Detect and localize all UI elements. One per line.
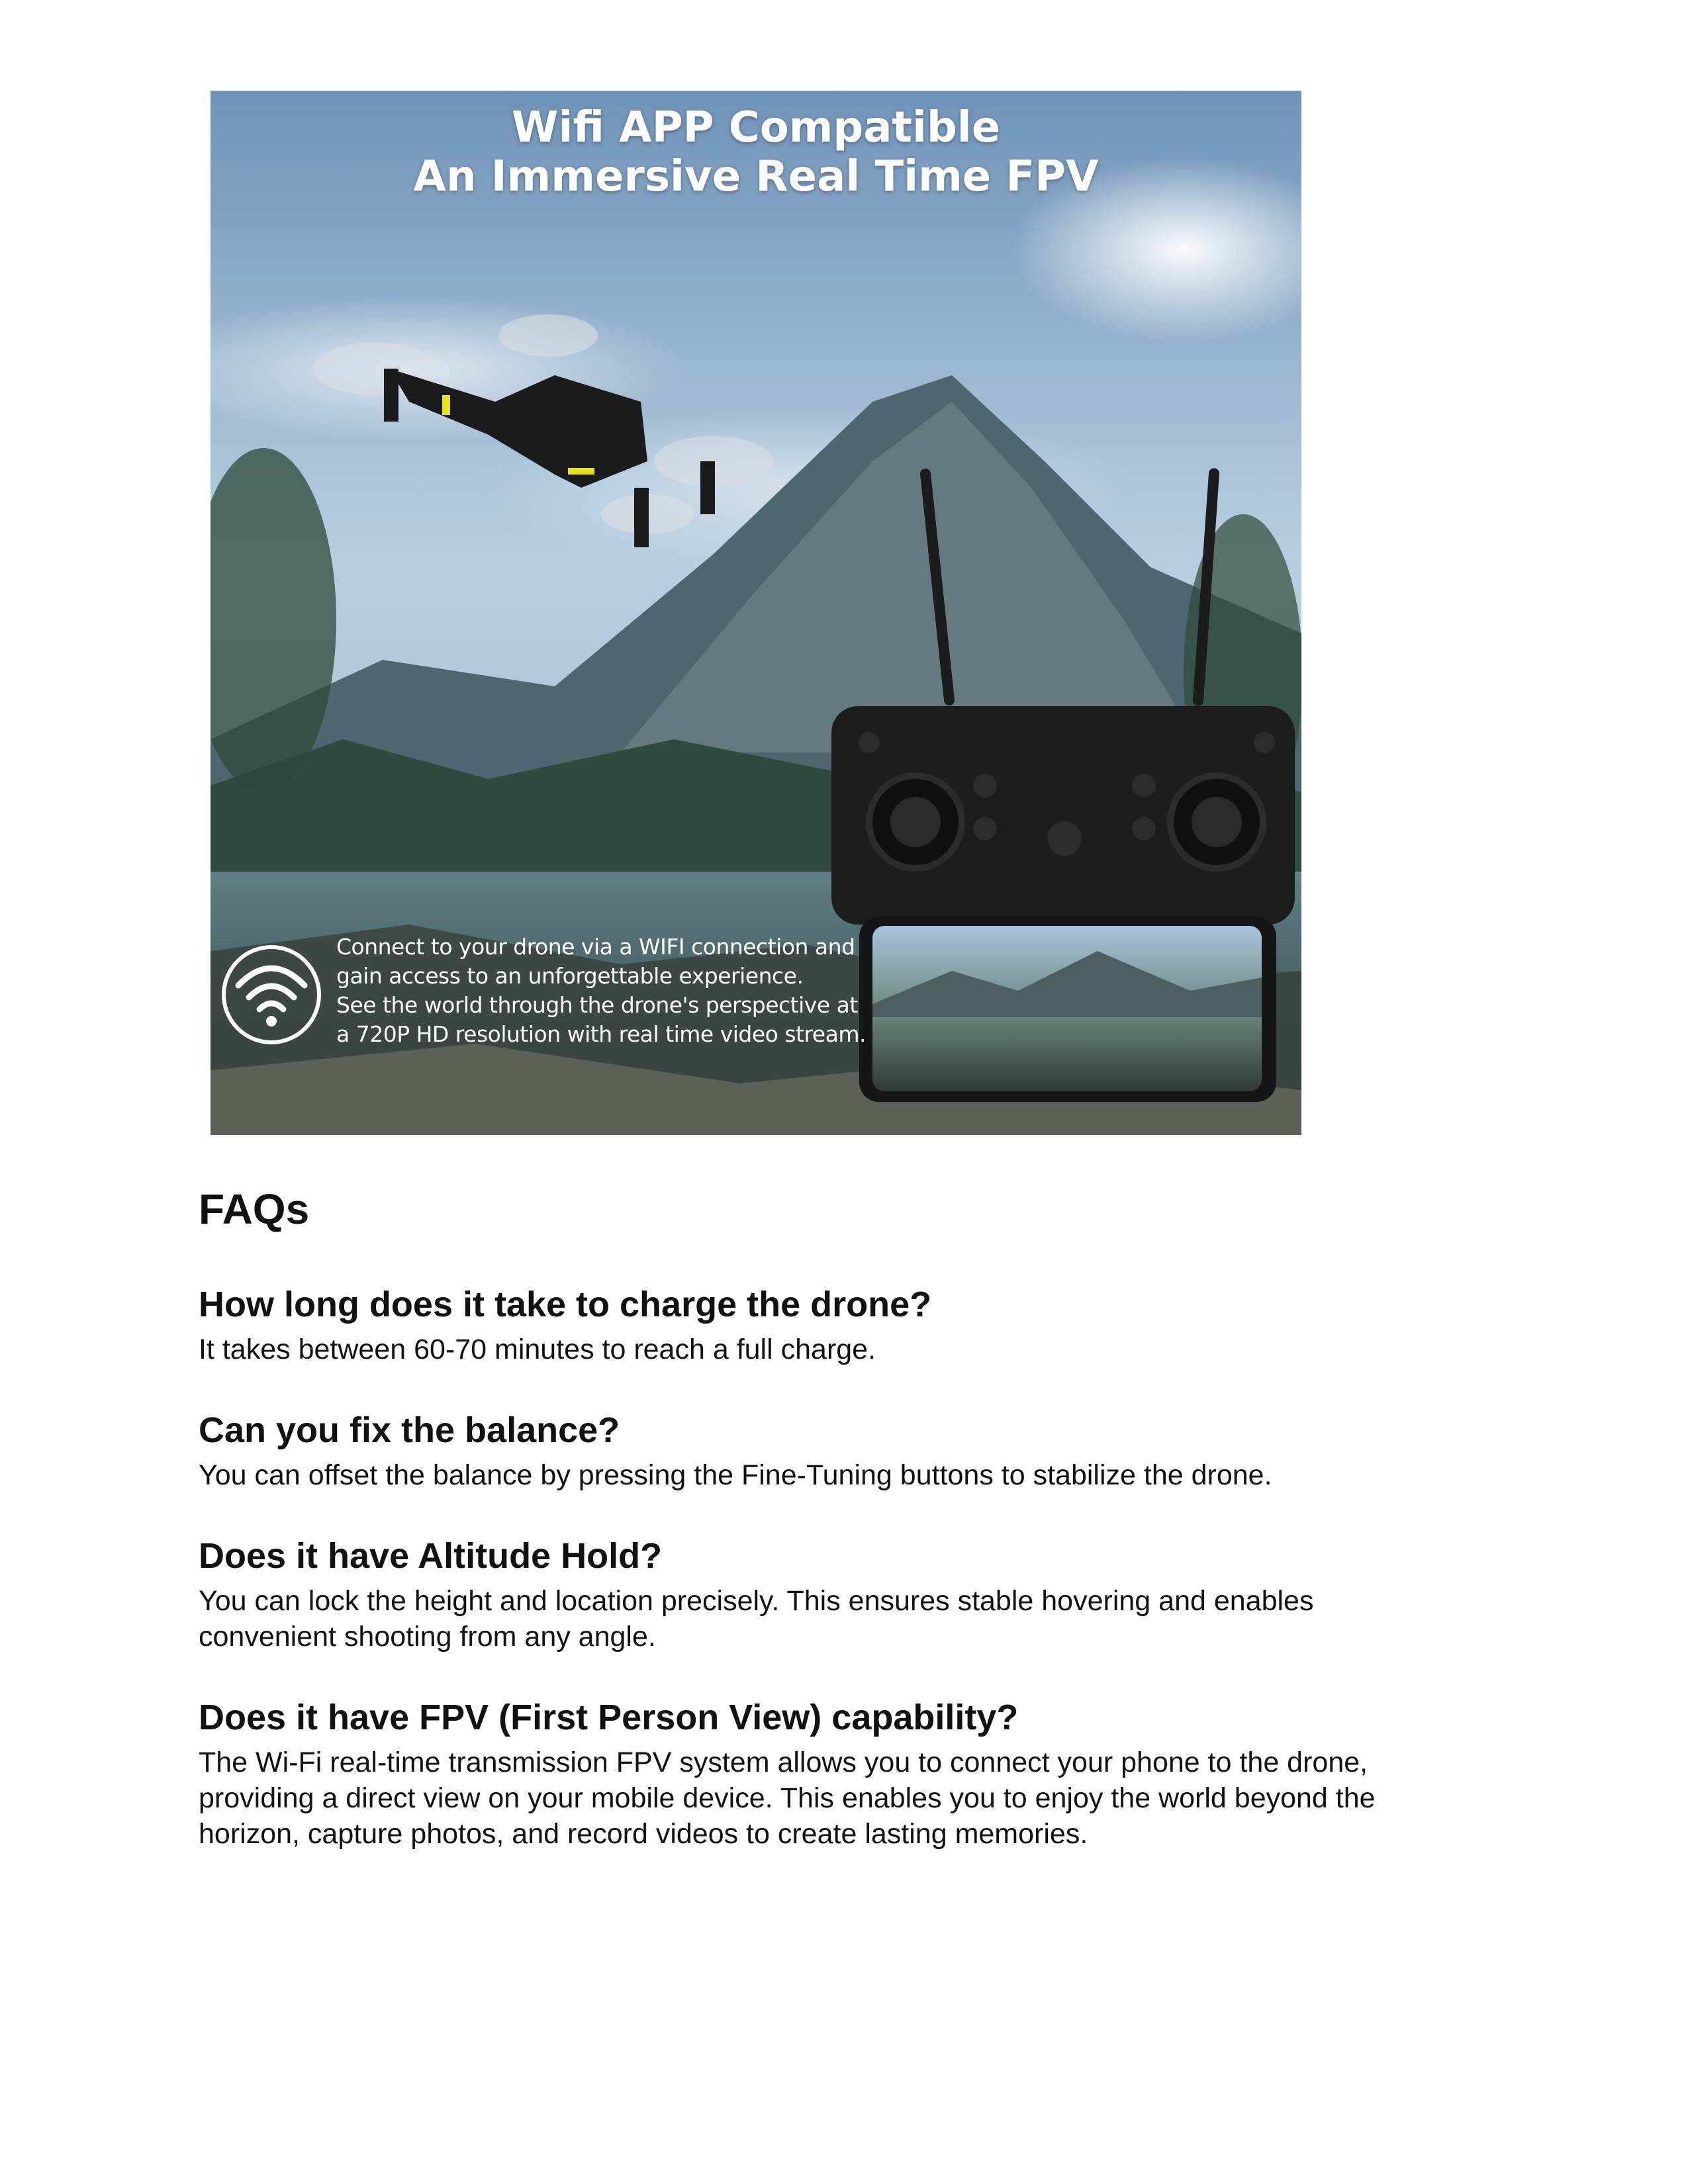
hero-title-line2: An Immersive Real Time FPV (413, 152, 1099, 201)
hero-title-line1: Wifi APP Compatible (511, 103, 1001, 152)
faq-answer-line: horizon, capture photos, and record videos to create lasting memories. (199, 1818, 1088, 1850)
faq-section (199, 1185, 1489, 1893)
product-hero-image (211, 91, 1301, 1135)
faq-heading: FAQs (199, 1185, 310, 1233)
faq-answer-line: providing a direct view on your mobile device. This enables you to enjoy the world beyond the (199, 1782, 1376, 1814)
faq-item (199, 1408, 1489, 1493)
faq-answer-line: You can offset the balance by pressing the Fine-Tuning buttons to stabilize the drone. (199, 1459, 1272, 1491)
faq-answer-line: convenient shooting from any angle. (199, 1621, 656, 1653)
faq-answer (199, 1332, 1489, 1367)
hero-caption-line: gain access to an unforgettable experience. (336, 963, 804, 989)
faq-item (199, 1283, 1489, 1367)
hero-caption (336, 933, 952, 1049)
faq-question: Does it have Altitude Hold? (199, 1536, 663, 1576)
hero-caption-line: Connect to your drone via a WIFI connection and (336, 934, 855, 960)
faq-item (199, 1534, 1489, 1655)
faq-answer (199, 1457, 1489, 1493)
faq-answer-line: It takes between 60-70 minutes to reach a full charge. (199, 1334, 876, 1365)
faq-answer-line: You can lock the height and location precisely. This ensures stable hovering and enables (199, 1585, 1314, 1617)
faq-question: Does it have FPV (First Person View) capability? (199, 1698, 1019, 1737)
hero-caption-line: a 720P HD resolution with real time video stream. (336, 1021, 866, 1047)
faq-question: How long does it take to charge the drone? (199, 1285, 932, 1324)
faq-answer-line: The Wi-Fi real-time transmission FPV system allows you to connect your phone to the drone, (199, 1747, 1368, 1778)
hero-caption-line: See the world through the drone's perspective at (336, 992, 858, 1018)
faq-item (199, 1696, 1489, 1852)
faq-answer (199, 1745, 1489, 1852)
faq-question: Can you fix the balance? (199, 1410, 620, 1450)
faq-answer (199, 1583, 1489, 1655)
